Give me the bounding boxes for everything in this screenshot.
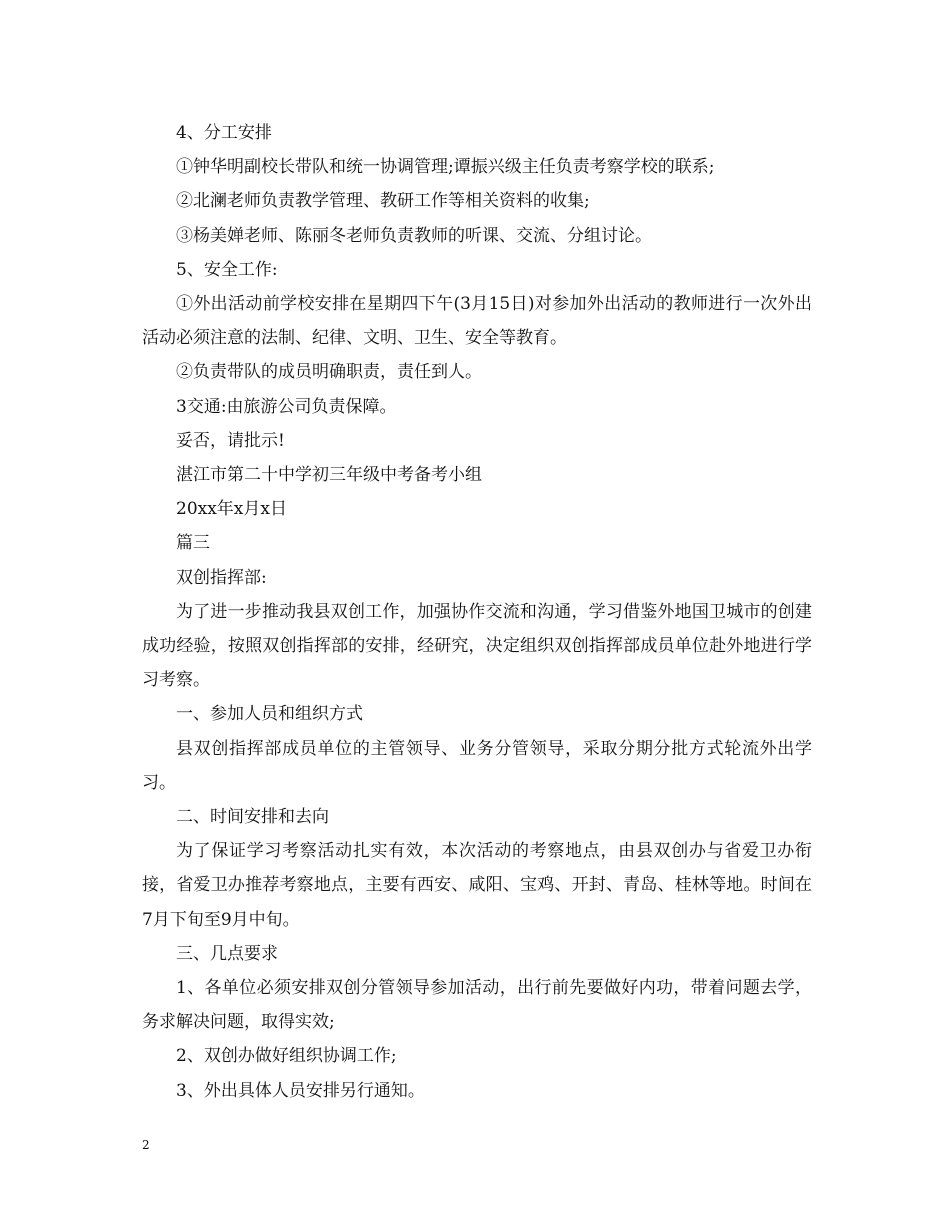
list-item: 1、各单位必须安排双创分管领导参加活动，出行前先要做好内功，带着问题去学，务求解决问题，取得实效;: [142, 978, 812, 1033]
closing-request: 妥否，请批示!: [176, 430, 285, 451]
signature-date: 20xx年x月x日: [176, 499, 287, 520]
list-item: 3、外出具体人员安排另行通知。: [176, 1080, 425, 1101]
body-paragraph: 为了保证学习考察活动扎实有效，本次活动的考察地点，由县双创办与省爱卫办衔接，省爱卫办推荐考察地点，主要有西安、咸阳、宝鸡、开封、青岛、桂林等地。时间在7月下旬至9月中旬。: [142, 841, 812, 930]
list-item: ①钟华明副校长带队和统一协调管理;谭振兴级主任负责考察学校的联系;: [176, 157, 715, 178]
list-item: ②负责带队的成员明确职责，责任到人。: [176, 362, 482, 383]
page-number: 2: [142, 1138, 150, 1152]
salutation: 双创指挥部:: [176, 567, 267, 588]
list-item: ②北澜老师负责教学管理、教研工作等相关资料的收集;: [176, 191, 590, 212]
document-body: [142, 116, 812, 1108]
list-item: ③杨美婵老师、陈丽冬老师负责教师的听课、交流、分组讨论。: [176, 225, 652, 246]
section-heading-safety: 5、安全工作:: [176, 259, 278, 280]
section-heading-participants: 一、参加人员和组织方式: [176, 704, 363, 725]
body-paragraph: 为了进一步推动我县双创工作，加强协作交流和沟通，学习借鉴外地国卫城市的创建成功经验，按照双创指挥部的安排，经研究，决定组织双创指挥部成员单位赴外地进行学习考察。: [142, 601, 812, 691]
section-heading-requirements: 三、几点要求: [176, 943, 278, 964]
list-item: 3交通:由旅游公司负责保障。: [176, 396, 397, 417]
part-title: 篇三: [176, 533, 210, 554]
body-paragraph: 县双创指挥部成员单位的主管领导、业务分管领导，采取分期分批方式轮流外出学习。: [142, 738, 812, 793]
signature-organization: 湛江市第二十中学初三年级中考备考小组: [176, 465, 482, 486]
list-item: ①外出活动前学校安排在星期四下午(3月15日)对参加外出活动的教师进行一次外出活动必须注意的法制、纪律、文明、卫生、安全等教育。: [142, 294, 812, 349]
section-heading-schedule: 二、时间安排和去向: [176, 807, 329, 828]
list-item: 2、双创办做好组织协调工作;: [176, 1046, 397, 1067]
section-heading-division-of-work: 4、分工安排: [176, 123, 272, 143]
